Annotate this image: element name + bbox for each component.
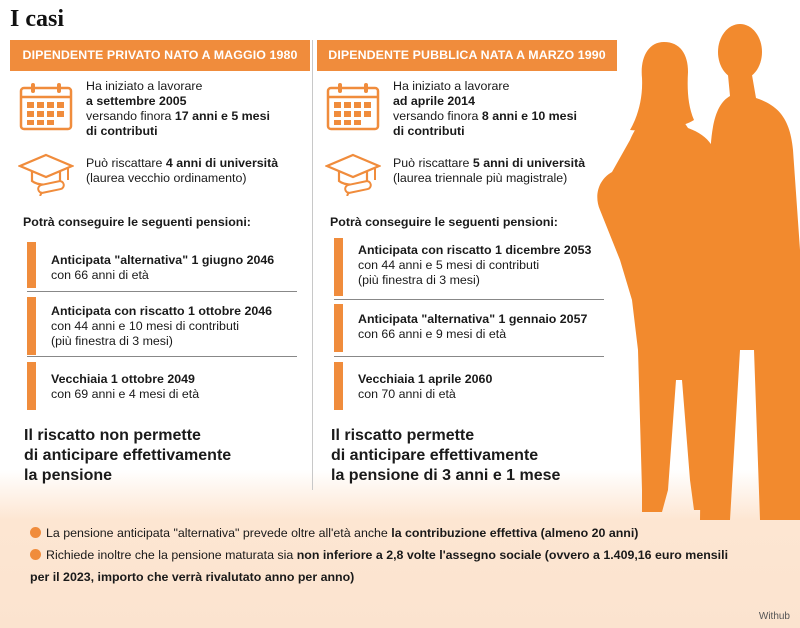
diploma-icon: [37, 180, 64, 196]
conclusion-line: Il riscatto non permette: [24, 427, 201, 444]
pension-note: (più finestra di 3 mesi): [358, 273, 480, 287]
pension-title: Anticipata "alternativa" 1 gennaio 2057: [358, 312, 588, 326]
footnotes: [30, 522, 770, 588]
graduation-cap-icon: [18, 152, 74, 196]
case-column-private: [10, 40, 310, 484]
credit: Withub: [758, 611, 790, 622]
conclusion-line: di anticipare effettivamente: [331, 447, 539, 464]
accent-bar: [334, 362, 343, 410]
work-start-label: Ha iniziato a lavorare: [86, 79, 203, 93]
note-text: La pensione anticipata "alternativa" prevede oltre all'età anche: [46, 526, 392, 540]
work-start-date: ad aprile 2014: [393, 94, 475, 108]
work-start-row: [317, 78, 617, 140]
pension-title: Vecchiaia 1 ottobre 2049: [51, 372, 195, 386]
divider: [334, 356, 604, 357]
accent-bar: [27, 297, 36, 355]
pension-title: Anticipata con riscatto 1 dicembre 2053: [358, 243, 592, 257]
pension-option: [334, 238, 604, 298]
pension-option: [27, 362, 297, 412]
redeem-label: Può riscattare: [86, 156, 166, 170]
work-start-date: a settembre 2005: [86, 94, 187, 108]
pension-option: [334, 304, 604, 354]
conclusion: [24, 426, 231, 486]
work-start-row: [10, 78, 310, 140]
pension-title: Anticipata con riscatto 1 ottobre 2046: [51, 304, 273, 318]
contrib-duration: 8 anni e 10 mesi: [481, 109, 577, 123]
divider: [334, 299, 604, 300]
pension-detail: con 44 anni e 10 mesi di contributi: [51, 319, 240, 333]
note-emphasis: non inferiore a 2,8 volte l'assegno sociale (ovvero a 1.409,16 euro mensili: [296, 548, 729, 562]
case-header: DIPENDENTE PRIVATO NATO A MAGGIO 1980: [10, 40, 310, 71]
pension-title: Anticipata "alternativa" 1 giugno 2046: [51, 253, 275, 267]
conclusion-line: la pensione di 3 anni e 1 mese: [331, 467, 561, 484]
diploma-icon: [344, 180, 371, 196]
contrib-duration: 17 anni e 5 mesi: [174, 109, 270, 123]
bullet-dot: [30, 549, 41, 560]
pension-option: [27, 242, 297, 292]
pension-option: [334, 362, 604, 412]
case-header: DIPENDENTE PUBBLICA NATA A MARZO 1990: [317, 40, 617, 71]
redeem-years: 5 anni di università: [472, 156, 586, 170]
redeem-label: Può riscattare: [393, 156, 473, 170]
pension-detail: con 70 anni di età: [358, 387, 456, 401]
work-start-label: Ha iniziato a lavorare: [393, 79, 510, 93]
accent-bar: [27, 362, 36, 410]
redeem-years: 4 anni di università: [165, 156, 279, 170]
contrib-label: versando finora: [393, 109, 482, 123]
divider: [27, 291, 297, 292]
column-divider: [312, 40, 313, 490]
university-row: [317, 152, 617, 198]
pension-option: [27, 297, 297, 355]
conclusion-line: la pensione: [24, 467, 113, 484]
degree-type: (laurea triennale più magistrale): [393, 171, 568, 185]
graduation-cap-icon: [325, 152, 381, 196]
pension-title: Vecchiaia 1 aprile 2060: [358, 372, 493, 386]
contrib-suffix: di contributi: [393, 124, 465, 138]
conclusion: [331, 426, 560, 486]
note-emphasis: la contribuzione effettiva (almeno 20 anni): [391, 526, 639, 540]
footnote: [30, 522, 770, 544]
accent-bar: [27, 242, 36, 288]
pension-detail: con 69 anni e 4 mesi di età: [51, 387, 200, 401]
conclusion-line: Il riscatto permette: [331, 427, 475, 444]
conclusion-line: di anticipare effettivamente: [24, 447, 232, 464]
accent-bar: [334, 238, 343, 296]
accent-bar: [334, 304, 343, 352]
pension-note: (più finestra di 3 mesi): [51, 334, 173, 348]
contrib-suffix: di contributi: [86, 124, 158, 138]
case-column-public: [317, 40, 617, 484]
calendar-icon: [18, 82, 74, 132]
pensions-subtitle: Potrà conseguire le seguenti pensioni:: [330, 215, 558, 229]
note-text: Richiede inoltre che la pensione maturata sia: [46, 548, 297, 562]
pension-detail: con 66 anni di età: [51, 268, 149, 282]
footnote: [30, 544, 770, 588]
pensions-subtitle: Potrà conseguire le seguenti pensioni:: [23, 215, 251, 229]
pension-detail: con 44 anni e 5 mesi di contributi: [358, 258, 540, 272]
page-title: I casi: [10, 6, 64, 32]
pension-detail: con 66 anni e 9 mesi di età: [358, 327, 507, 341]
couple-silhouette: [590, 20, 800, 525]
note-emphasis-cont: per il 2023, importo che verrà rivalutato anno per anno): [30, 570, 355, 584]
divider: [27, 356, 297, 357]
degree-type: (laurea vecchio ordinamento): [86, 171, 247, 185]
bullet-dot: [30, 527, 41, 538]
calendar-icon: [325, 82, 381, 132]
contrib-label: versando finora: [86, 109, 175, 123]
university-row: [10, 152, 310, 198]
